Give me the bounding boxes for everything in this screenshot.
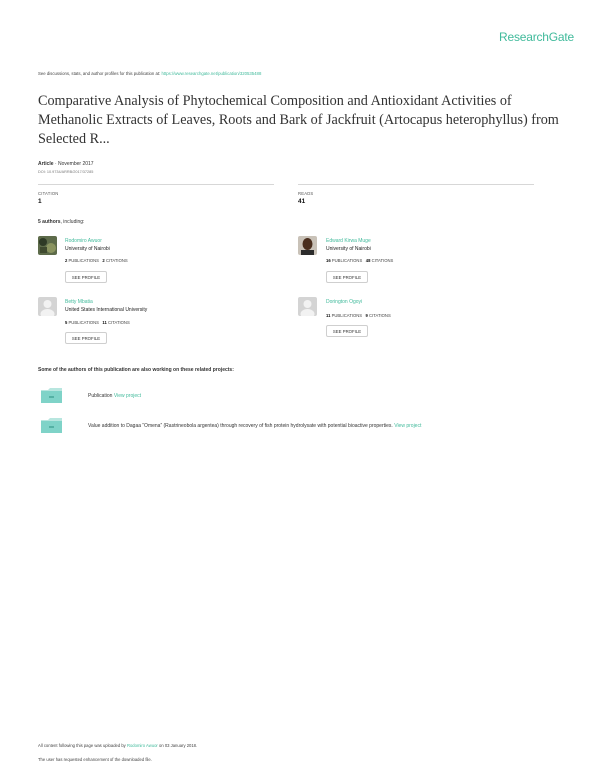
author-card (38, 297, 57, 316)
researchgate-logo[interactable]: ResearchGate (499, 30, 574, 44)
author-affiliation: University of Nairobi (65, 246, 110, 252)
publications-count: 11 (326, 313, 331, 318)
author-name-link[interactable]: Rodomiro Awuor (65, 238, 102, 244)
publication-url-link[interactable]: https://www.researchgate.net/publication/320535488 (161, 71, 262, 76)
see-profile-button[interactable]: SEE PROFILE (326, 271, 368, 283)
project-text: Publication (88, 393, 114, 399)
author-photo[interactable] (298, 236, 317, 255)
authors-count: 5 authors (38, 219, 61, 225)
view-project-link[interactable]: View project (113, 393, 142, 399)
citations-label: CITATIONS (108, 320, 130, 325)
article-date: · November 2017 (53, 161, 94, 167)
article-meta (38, 161, 94, 167)
publications-label: PUBLICATIONS (68, 258, 99, 263)
citations-label: CITATIONS (371, 258, 394, 263)
discussion-line (38, 71, 261, 76)
publication-title: Comparative Analysis of Phytochemical Composition and Antioxidant Activities of Methanolic Extracts of Leaves, Roots and Bark of Jackfruit (Artocapus heterophyllus) from Selected R... (38, 93, 559, 147)
author-counts (65, 320, 130, 325)
doi: DOI: 10.9734/ARRB/2017/37285 (38, 170, 94, 174)
discussion-prefix: See discussions, stats, and author profiles for this publication at: (38, 71, 162, 76)
citations-value: 1 (38, 198, 42, 205)
projects-heading: Some of the authors of this publication are also working on these related projects: (38, 367, 234, 373)
author-name-link[interactable]: Dorington Ogoyi (326, 299, 363, 305)
project-item (88, 423, 421, 429)
author-affiliation: University of Nairobi (326, 246, 371, 252)
publications-label: PUBLICATIONS (331, 313, 363, 318)
see-profile-button[interactable]: SEE PROFILE (65, 271, 107, 283)
article-type: Article (38, 161, 54, 167)
author-card (298, 297, 317, 316)
default-avatar-icon[interactable] (38, 297, 57, 316)
upload-note (38, 743, 197, 748)
uploader-link[interactable]: Rodomiro Awuor (126, 743, 158, 748)
author-affiliation: United States International University (65, 307, 148, 313)
reads-label: READS (298, 191, 314, 196)
folder-icon (41, 388, 62, 403)
see-profile-button[interactable]: SEE PROFILE (326, 325, 368, 337)
author-card (298, 236, 317, 255)
request-note: The user has requested enhancement of the downloaded file. (38, 757, 152, 762)
publications-count: 5 (65, 320, 68, 325)
upload-suffix: on 03 January 2018. (157, 743, 198, 748)
author-counts (326, 258, 393, 263)
publications-label: PUBLICATIONS (68, 320, 99, 325)
project-text: Value addition to Dagaa “Omena” (Rastrineobola argentea) through recovery of fish protein hydrolysate with potential bioactive properties. (88, 423, 395, 429)
author-counts (65, 258, 128, 263)
divider-left (38, 184, 274, 185)
project-item (88, 393, 141, 399)
authors-heading (38, 219, 84, 225)
view-project-link[interactable]: View project (394, 423, 422, 429)
reads-value: 41 (298, 198, 306, 205)
citations-label: CITATIONS (369, 313, 391, 318)
default-avatar-icon[interactable] (298, 297, 317, 316)
author-name-link[interactable]: Betty Mbatia (65, 299, 93, 305)
citations-count: 48 (365, 258, 371, 263)
citations-count: 9 (365, 313, 368, 318)
divider-right (298, 184, 534, 185)
citations-count: 2 (102, 258, 105, 263)
publications-label: PUBLICATIONS (331, 258, 363, 263)
publications-count: 16 (326, 258, 331, 263)
authors-suffix: , including: (60, 219, 85, 225)
folder-icon (41, 418, 62, 433)
upload-prefix: All content following this page was uploaded by (38, 743, 127, 748)
author-card (38, 236, 57, 255)
author-photo[interactable] (38, 236, 57, 255)
author-name-link[interactable]: Edward Kirwa Muge (326, 238, 371, 244)
author-counts (326, 313, 391, 318)
publications-count: 2 (65, 258, 68, 263)
see-profile-button[interactable]: SEE PROFILE (65, 332, 107, 344)
citations-label: CITATION (38, 191, 59, 196)
citations-count: 11 (102, 320, 107, 325)
citations-label: CITATIONS (105, 258, 128, 263)
